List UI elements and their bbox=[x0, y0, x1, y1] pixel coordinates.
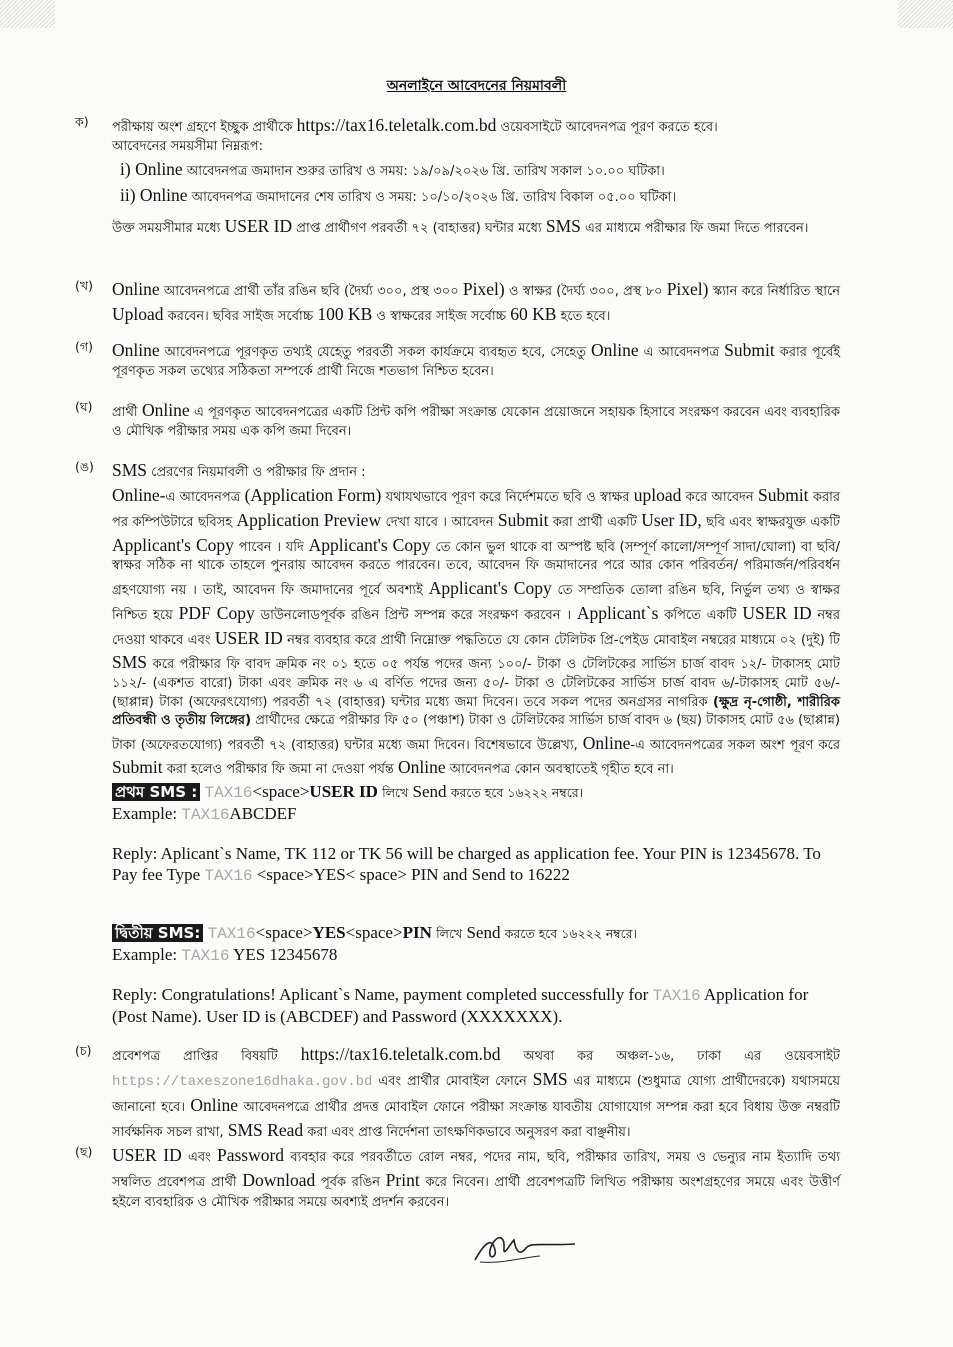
text: Application Preview bbox=[236, 509, 382, 530]
text: SMS Read bbox=[227, 1120, 304, 1141]
text: Online bbox=[112, 340, 160, 360]
sms-second-format bbox=[112, 922, 840, 944]
section-cha bbox=[75, 1042, 840, 1144]
text: USER ID bbox=[224, 216, 293, 236]
item-marker: i) Online bbox=[120, 159, 183, 180]
sms-second-example bbox=[112, 944, 840, 966]
text: Online bbox=[190, 1094, 239, 1115]
text: আবেদনপত্র কোন অবস্থাতেই গৃহীত হবে না। bbox=[449, 762, 674, 778]
text: প্রবেশপত্র প্রাপ্তির বিষয়টি bbox=[112, 1049, 278, 1064]
sms-space: <space> bbox=[255, 923, 313, 942]
sms-tag-badge: প্রথম SMS : bbox=[112, 783, 200, 801]
text: যথাযথভাবে পূরণ করে নির্দেশমতে ছবি ও স্বাক্ষর bbox=[385, 489, 630, 505]
section-label: (ছ) bbox=[75, 1144, 93, 1159]
text: Online bbox=[398, 757, 446, 778]
text: Applicant`s bbox=[576, 602, 659, 623]
text: পরীক্ষায় অংশ গ্রহণে ইচ্ছুক প্রার্থীকে bbox=[112, 120, 293, 135]
text: PDF Copy bbox=[178, 602, 255, 623]
section-chha bbox=[75, 1143, 840, 1213]
text: প্রার্থীদের ক্ষেত্রে পরীক্ষার ফি ৫০ (পঞ্চাশ) টাকা ও টেলিটকের সার্ভিস চার্জ বাবদ ৬ (ছয়) টাকাসহ মোট ৫৬ (ছাপ্পান্ন) টাকা (অফেরতযোগ্য) পরবর্তী ৭২ (বাহাত্তর) ঘন্টার মধ্যে জমা দিবেন। বিশেষভাবে উল্লেখ্য, bbox=[112, 713, 840, 753]
text: তে কোন ভুল থাকে বা অস্পষ্ট ছবি (সম্পূর্ণ কালো/সম্পূর্ণ সাদা/ঘোলা) বা ছবি/স্বাক্ষর সঠিক না থাকে তাহলে পুনরায় আবেদন করতে পারবেন। তবে, আবেদন ফি জমাদানের পরে আর কোন পরিবর্তন/ পরিমার্জন/পরিবর্ধন গ্রহণযোগ্য নয় । তাই, আবেদন ফি জমাদানের পূর্বে অবশ্যই bbox=[112, 539, 840, 598]
text: এ আবেদনপত্র bbox=[165, 489, 241, 505]
list-item bbox=[120, 183, 840, 208]
text: USER ID bbox=[214, 627, 283, 648]
text: Online bbox=[141, 400, 190, 420]
section-label: (খ) bbox=[75, 278, 93, 293]
scan-edge bbox=[898, 0, 953, 28]
sms-code: TAX16 bbox=[181, 947, 230, 965]
example-value: ABCDEF bbox=[229, 804, 297, 823]
text: করে পরীক্ষার ফি বাবদ ক্রমিক নং ০১ হতে ০৫ পর্যন্ত পদের জন্য ১০০/- টাকা ও টেলিটকের সার্ভিস চার্জ বাবদ ১২/- টাকাসহ মোট ১১২/- (একশত বারো) টাকা এবং ক্রমিক নং ৬ এ বর্ণিত পদের জন্য ৫০/- টাকা ও টেলিটকের সার্ভিস চার্জ বাবদ ৬/-টাকাসহ মোট ৫৬/- (ছাপ্পান্ন) টাকা (অফেরৎযোগ্য) পরবর্তী ৭২ (বাহাত্তর) ঘন্টার মধ্যে জমা দিবেন। তবে সকল পদের অনগ্রসর নাগরিক bbox=[112, 657, 841, 710]
section-umo bbox=[75, 458, 841, 780]
text: করবেন। ছবির সাইজ সর্বোচ্চ bbox=[167, 309, 314, 325]
text: ও স্বাক্ষরের সাইজ সর্বোচ্চ bbox=[376, 309, 507, 325]
sms-tag-badge: দ্বিতীয় SMS: bbox=[112, 924, 203, 942]
text: উক্ত সময়সীমার মধ্যে bbox=[112, 221, 221, 236]
text: 100 KB bbox=[317, 304, 373, 325]
text: Online bbox=[582, 732, 631, 753]
signature-image bbox=[470, 1222, 580, 1267]
text: এর মাধ্যমে পরীক্ষার ফি জমা দিতে পারবেন। bbox=[585, 221, 809, 236]
sms-space: <space> bbox=[345, 923, 403, 942]
text: Online bbox=[591, 340, 639, 360]
text: করার পর কম্পিউটারে ছবিসহ bbox=[112, 489, 841, 530]
text: Send bbox=[466, 923, 501, 942]
item-text: আবেদনপত্র জমাদান শুরুর তারিখ ও সময়: ১৯/০৯/২০২৬ খ্রি. তারিখ সকাল ১০.০০ ঘটিকা। bbox=[186, 164, 665, 180]
section-ka-note bbox=[78, 214, 840, 239]
text: SMS bbox=[545, 216, 581, 236]
sms-yes: YES bbox=[312, 923, 346, 942]
scan-edge bbox=[0, 0, 55, 28]
text: পাবেন । যদি bbox=[238, 539, 304, 555]
text: 60 KB bbox=[510, 304, 557, 325]
text: স্ক্যান করে নির্ধারিত স্থানে bbox=[712, 284, 840, 299]
page-title: অনলাইনে আবেদনের নিয়মাবলী bbox=[386, 78, 567, 94]
text: Applicant's Copy bbox=[308, 534, 431, 555]
text: করা প্রার্থী একটি bbox=[552, 514, 637, 530]
text: Online- bbox=[112, 484, 166, 505]
sms-code: TAX16 bbox=[204, 867, 253, 886]
text: আবেদনের সময়সীমা নিম্নরূপ: bbox=[112, 139, 263, 155]
sms-space: <space> bbox=[252, 782, 310, 801]
sms-pin: PIN bbox=[402, 923, 432, 942]
text: এ আবেদনপত্র bbox=[643, 345, 720, 360]
sms-first-example bbox=[112, 803, 840, 825]
sms-second-reply bbox=[112, 984, 840, 1027]
text: হতে হবে। bbox=[560, 309, 611, 325]
text: Submit bbox=[112, 757, 163, 778]
item-marker: ii) Online bbox=[120, 184, 188, 205]
emphasis-text: (ক্ষুদ্র নৃ-গোষ্ঠী, শারীরিক প্রতিবন্ধী ও তৃতীয় লিঙ্গের) bbox=[112, 694, 840, 729]
text: ওয়েবসাইটে আবেদনপত্র পূরণ করতে হবে। bbox=[500, 120, 718, 135]
sms-code: TAX16 bbox=[204, 784, 253, 802]
sms-first-reply bbox=[112, 843, 840, 886]
text: কপিতে একটি bbox=[664, 607, 737, 623]
text: প্রাপ্ত প্রার্থীগণ পরবর্তী ৭২ (বাহাত্তর) ঘন্টার মধ্যে bbox=[296, 221, 542, 236]
sms-first-block bbox=[112, 781, 840, 886]
text: নম্বর ব্যবহার করে প্রার্থী নিম্নোক্ত পদ্ধতিতে যে কোন টেলিটক প্রি-পেইড মোবাইল নম্বরের মাধ্যমে ০২ (দুই) টি bbox=[287, 632, 841, 648]
text: লিখে bbox=[382, 785, 409, 800]
item-text: আবেদনপত্র জমাদানের শেষ তারিখ ও সময়: ১০/১০/২০২৬ খ্রি. তারিখ বিকাল ০৫.০০ ঘটিকা। bbox=[191, 189, 677, 205]
text: পূর্বক রঙিন bbox=[320, 1175, 380, 1191]
example-value: YES 12345678 bbox=[233, 945, 338, 964]
text: ছবি এবং স্বাক্ষরযুক্ত একটি bbox=[706, 514, 840, 530]
reply-text: Application for (Post Name). User ID is (ABCDEF) and Password (XXXXXXX). bbox=[112, 985, 809, 1026]
sms-code: TAX16 bbox=[181, 806, 230, 824]
section-label: (ঙ) bbox=[75, 459, 94, 474]
website-link-secondary[interactable]: https://taxeszone16dhaka.gov.bd bbox=[112, 1074, 373, 1091]
text: (Application Form) bbox=[244, 484, 382, 505]
text: আবেদনপত্রে প্রার্থী তাঁর রঙিন ছবি (দৈর্ঘ্য ৩০০, প্রস্থ ৩০০ bbox=[163, 284, 459, 299]
text: করে আবেদন bbox=[685, 489, 754, 505]
text: USER ID bbox=[742, 602, 812, 623]
example-label: Example: bbox=[112, 945, 178, 964]
reply-text: Reply: Congratulations! Aplicant`s Name, payment completed successfully for bbox=[112, 985, 649, 1004]
text: Submit bbox=[497, 509, 549, 530]
text: Send bbox=[412, 782, 447, 801]
sms-first-format bbox=[112, 781, 840, 803]
text: আবেদনপত্রে প্রার্থীর প্রদত্ত মোবাইল ফোনে পরীক্ষা সংক্রান্ত যাবতীয় যোগাযোগ সম্পন্ন করা হবে বিধায় উক্ত নম্বরটি সার্বক্ষনিক সচল রাখা, bbox=[112, 1099, 840, 1141]
text: করা হলেও পরীক্ষার ফি জমা না দেওয়া পর্যন্ত bbox=[166, 762, 394, 778]
text: User ID, bbox=[641, 509, 702, 530]
text: Upload bbox=[112, 304, 164, 325]
text: করার পূর্বেই পূরণকৃত সকল তথ্যের সঠিকতা সম্পর্কে প্রার্থী নিজে শতভাগ নিশ্চিত হবেন। bbox=[112, 345, 840, 380]
section-label: (ঘ) bbox=[75, 399, 93, 414]
reply-text: <space>YES< space> PIN and Send to 16222 bbox=[256, 865, 570, 885]
text: এবং প্রার্থীর মোবাইল ফোনে bbox=[378, 1074, 527, 1090]
sms-code: TAX16 bbox=[207, 925, 256, 943]
text: Submit bbox=[757, 484, 809, 505]
text: এবং bbox=[187, 1150, 211, 1165]
section-heading: প্রেরণের নিয়মাবলী ও পরীক্ষার ফি প্রদান : bbox=[151, 465, 366, 480]
text: SMS bbox=[112, 460, 148, 480]
text: USER ID bbox=[112, 1145, 182, 1165]
list-item bbox=[120, 157, 840, 182]
section-gha bbox=[75, 398, 840, 442]
text: Applicant's Copy bbox=[112, 534, 234, 555]
section-label: (গ) bbox=[75, 339, 93, 354]
text: SMS bbox=[112, 652, 148, 673]
text: করে নিবেন। প্রার্থী প্রবেশপত্রটি লিখিত পরীক্ষায় অংশগ্রহণের সময়ে এবং উত্তীর্ণ হইলে ব্যবহারিক ও মৌখিক পরীক্ষার সময়ে অবশ্যই প্রদর্শন করবেন। bbox=[112, 1175, 840, 1210]
text: SMS bbox=[532, 1069, 568, 1090]
text: লিখে bbox=[436, 926, 463, 941]
text: upload bbox=[633, 484, 682, 505]
text: Print bbox=[385, 1170, 420, 1191]
text: করতে হবে ১৬২২২ নম্বরে। bbox=[504, 926, 638, 941]
text: ও স্বাক্ষর (দৈর্ঘ্য ৩০০, প্রস্থ ৮০ bbox=[508, 284, 663, 299]
sms-userid: USER ID bbox=[309, 782, 378, 801]
text: নম্বর দেওয়া থাকবে এবং bbox=[112, 607, 840, 648]
text: এ পূরণকৃত আবেদনপত্রের একটি প্রিন্ট কপি পরীক্ষা সংক্রান্ত যেকোন প্রয়োজনে সহায়ক হিসাবে সংরক্ষণ করবেন এবং ব্যবহারিক ও মৌখিক পরীক্ষার সময় এক কপি জমা দিবেন। bbox=[112, 405, 840, 440]
website-link[interactable]: https://tax16.teletalk.com.bd bbox=[300, 1044, 501, 1064]
reply-text: Reply: Aplicant`s Name, TK 112 or TK 56 will be charged as application fee. Your PIN is 12345678. To Pay fee Type bbox=[112, 844, 821, 885]
text: অথবা কর অঞ্চল-১৬, ঢাকা এর ওয়েবসাইট bbox=[523, 1049, 840, 1064]
section-kha bbox=[75, 277, 840, 328]
text: করতে হবে ১৬২২২ নম্বরে। bbox=[450, 785, 584, 800]
text: -এ আবেদনপত্রের সকল অংশ পূরণ করে bbox=[630, 737, 840, 753]
text: Pixel) bbox=[462, 279, 505, 299]
text: এর মাধ্যমে (শুধুমাত্র যোগ্য প্রার্থীদেরকে) যথাসময়ে জানানো হবে। bbox=[112, 1074, 840, 1115]
text: Pixel) bbox=[666, 279, 709, 299]
section-ga bbox=[75, 338, 840, 382]
text: Applicant's Copy bbox=[428, 577, 552, 598]
sms-code: TAX16 bbox=[652, 987, 701, 1005]
text: Submit bbox=[724, 340, 775, 360]
sms-second-block bbox=[112, 922, 840, 1027]
section-label: (চ) bbox=[75, 1043, 92, 1058]
text: Download bbox=[242, 1170, 316, 1191]
text: Online bbox=[112, 279, 160, 299]
text: করা এবং প্রাপ্ত নির্দেশনা তাৎক্ষণিকভাবে অনুসরণ করা বাঞ্ছনীয়। bbox=[307, 1125, 631, 1141]
text: আবেদনপত্রে পূরণকৃত তথ্যই যেহেতু পরবর্তী সকল কার্যক্রমে ব্যবহৃত হবে, সেহেতু bbox=[164, 345, 586, 360]
example-label: Example: bbox=[112, 804, 178, 823]
text: ডাউনলোডপূর্বক রঙিন প্রিন্ট সম্পন্ন করে সংরক্ষণ করবেন । bbox=[260, 607, 572, 623]
text: তে সম্প্রতিক তোলা রঙিন ছবি, নির্ভুল তথ্য ও স্বাক্ষর নিশ্চিত হয়ে bbox=[112, 582, 840, 623]
website-link[interactable]: https://tax16.teletalk.com.bd bbox=[296, 115, 497, 135]
text: ব্যবহার করে পরবর্তীতে রোল নম্বর, পদের নাম, ছবি, পরীক্ষার তারিখ, সময় ও ভেন্যুর নাম ইত্যাদি তথ্য সম্বলিত প্রবেশপত্র প্রার্থী bbox=[112, 1150, 840, 1191]
text: প্রার্থী bbox=[112, 405, 138, 420]
text: দেখা যাবে । আবেদন bbox=[385, 514, 494, 530]
date-list bbox=[120, 157, 840, 208]
text: Password bbox=[216, 1145, 285, 1165]
section-label: ক) bbox=[75, 114, 89, 129]
section-ka bbox=[75, 113, 840, 208]
